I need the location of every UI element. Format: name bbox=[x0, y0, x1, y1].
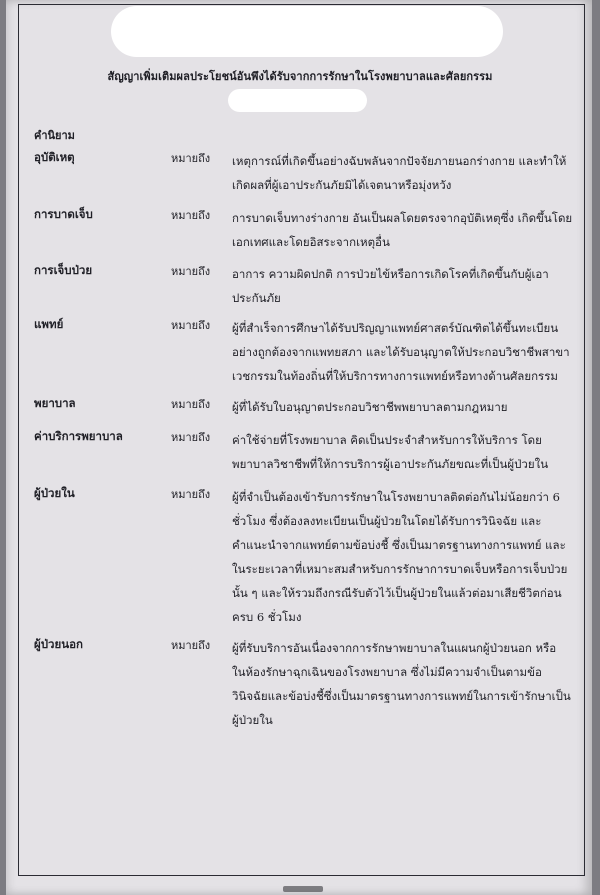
definition-line: นั้น ๆ และให้รวมถึงกรณีรับตัวไว้เป็นผู้ป่วยในแล้วต่อมาเสียชีวิตก่อน bbox=[232, 586, 562, 600]
means-label: หมายถึง bbox=[171, 431, 211, 444]
definition-line: ชั่วโมง ซึ่งต้องลงทะเบียนเป็นผู้ป่วยในโดยได้รับการวินิจฉัย และ bbox=[232, 514, 542, 528]
definition-term: แพทย์ bbox=[34, 317, 64, 331]
redaction-header bbox=[111, 6, 503, 57]
definition-line: อย่างถูกต้องจากแพทยสภา และได้รับอนุญาตให้ประกอบวิชาชีพสาขา bbox=[232, 345, 570, 359]
definition-line: ในห้องรักษาฉุกเฉินของโรงพยาบาล ซึ่งไม่มีความจำเป็นตามข้อ bbox=[232, 665, 542, 679]
means-label: หมายถึง bbox=[171, 488, 211, 501]
definition-text bbox=[232, 262, 574, 310]
document-title: สัญญาเพิ่มเติมผลประโยชน์อันพึงได้รับจากการรักษาในโรงพยาบาลและศัลยกรรม bbox=[107, 70, 493, 83]
definition-line: ในระยะเวลาที่เหมาะสมสำหรับการรักษาการบาดเจ็บหรือการเจ็บป่วย bbox=[232, 562, 568, 576]
definition-line: เวชกรรมในท้องถิ่นที่ให้บริการทางการแพทย์หรือทางด้านศัลยกรรม bbox=[232, 369, 558, 383]
definition-line: คำแนะนำจากแพทย์ตามข้อบ่งชี้ ซึ่งเป็นมาตรฐานทางการแพทย์ และ bbox=[232, 538, 566, 552]
means-label: หมายถึง bbox=[171, 209, 211, 222]
definition-line: ผู้ป่วยใน bbox=[232, 713, 273, 727]
definition-term: การบาดเจ็บ bbox=[34, 207, 93, 221]
definition-text bbox=[232, 316, 574, 388]
definition-line: เกิดผลที่ผู้เอาประกันภัยมิได้เจตนาหรือมุ่งหวัง bbox=[232, 178, 452, 192]
definition-term: ผู้ป่วยนอก bbox=[34, 637, 83, 651]
definition-term: ค่าบริการพยาบาล bbox=[34, 429, 123, 443]
definition-term: พยาบาล bbox=[34, 396, 76, 410]
definition-text bbox=[232, 149, 574, 197]
definition-text bbox=[232, 395, 574, 419]
definition-line: พยาบาลวิชาชีพที่ให้การบริการผู้เอาประกันภัยขณะที่เป็นผู้ป่วยใน bbox=[232, 457, 549, 471]
definition-text bbox=[232, 428, 574, 476]
means-label: หมายถึง bbox=[171, 398, 211, 411]
section-heading: คำนิยาม bbox=[34, 129, 75, 142]
definition-line: ผู้ที่รับบริการอันเนื่องจากการรักษาพยาบาลในแผนกผู้ป่วยนอก หรือ bbox=[232, 641, 557, 655]
definition-line: ผู้ที่สำเร็จการศึกษาได้รับปริญญาแพทย์ศาสตร์บัณฑิตได้ขึ้นทะเบียน bbox=[232, 321, 559, 335]
means-label: หมายถึง bbox=[171, 639, 211, 652]
definition-line: เหตุการณ์ที่เกิดขึ้นอย่างฉับพลันจากปัจจัยภายนอกร่างกาย และทำให้ bbox=[232, 154, 567, 168]
definition-line: ผู้ที่ได้รับใบอนุญาตประกอบวิชาชีพพยาบาลตามกฎหมาย bbox=[232, 400, 508, 414]
definition-text bbox=[232, 636, 574, 732]
definition-line: ค่าใช้จ่ายที่โรงพยาบาล คิดเป็นประจำสำหรับการให้บริการ โดย bbox=[232, 433, 542, 447]
means-label: หมายถึง bbox=[171, 265, 211, 278]
definition-term: ผู้ป่วยใน bbox=[34, 486, 75, 500]
definition-text bbox=[232, 206, 574, 254]
definition-term: อุบัติเหตุ bbox=[34, 150, 75, 164]
definition-line: ประกันภัย bbox=[232, 291, 281, 305]
means-label: หมายถึง bbox=[171, 152, 211, 165]
definition-line: เอกเทศและโดยอิสระจากเหตุอื่น bbox=[232, 235, 390, 249]
definition-term: การเจ็บป่วย bbox=[34, 263, 93, 277]
definition-line: ครบ 6 ชั่วโมง bbox=[232, 610, 302, 624]
definition-line: อาการ ความผิดปกติ การป่วยไข้หรือการเกิดโรคที่เกิดขึ้นกับผู้เอา bbox=[232, 267, 549, 281]
definition-line: วินิจฉัยและข้อบ่งชี้ซึ่งเป็นมาตรฐานทางการแพทย์ในการเข้ารักษาเป็น bbox=[232, 689, 571, 703]
definition-text bbox=[232, 485, 574, 629]
redaction-subtitle bbox=[228, 89, 367, 112]
page-edge-mark bbox=[283, 886, 323, 892]
means-label: หมายถึง bbox=[171, 319, 211, 332]
definition-line: ผู้ที่จำเป็นต้องเข้ารับการรักษาในโรงพยาบาลติดต่อกันไม่น้อยกว่า 6 bbox=[232, 490, 560, 504]
definition-line: การบาดเจ็บทางร่างกาย อันเป็นผลโดยตรงจากอุบัติเหตุซึ่ง เกิดขึ้นโดย bbox=[232, 211, 573, 225]
